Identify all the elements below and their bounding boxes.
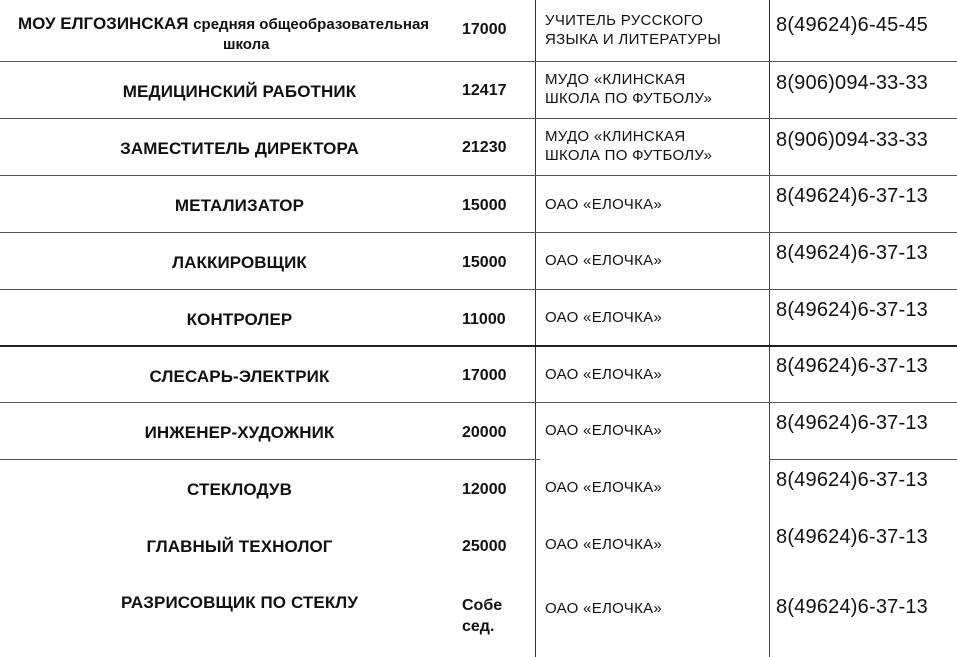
table-row (0, 0, 957, 61)
salary-cell: 12417 (462, 82, 507, 99)
position-cell: ЗАМЕСТИТЕЛЬ ДИРЕКТОРА (120, 139, 359, 158)
employer-cell: ОАО «ЕЛОЧКА» (545, 479, 663, 496)
position-line2: школа (223, 36, 270, 53)
phone-cell: 8(49624)6-37-13 (776, 469, 928, 491)
salary-cell: 15000 (462, 197, 507, 214)
salary-cell: 20000 (462, 424, 507, 441)
table-row (0, 175, 957, 232)
position-cell: МЕДИЦИНСКИЙ РАБОТНИК (122, 82, 357, 101)
position-cell: ГЛАВНЫЙ ТЕХНОЛОГ (146, 537, 333, 556)
employer-cell: УЧИТЕЛЬ РУССКОГО ЯЗЫКА И ЛИТЕРАТУРЫ (545, 12, 722, 48)
position-cell: ИНЖЕНЕР-ХУДОЖНИК (144, 423, 335, 442)
phone-cell: 8(49624)6-37-13 (776, 355, 928, 377)
position-cell: ЛАККИРОВЩИК (172, 253, 307, 272)
salary-line1: Собе (462, 597, 503, 614)
phone-cell: 8(49624)6-45-45 (776, 14, 928, 36)
salary-cell: 17000 (462, 21, 507, 38)
employer-cell: ОАО «ЕЛОЧКА» (545, 309, 663, 326)
table-row (0, 61, 957, 118)
position-cell: СЛЕСАРЬ-ЭЛЕКТРИК (149, 367, 330, 386)
table-row (0, 345, 957, 402)
salary-cell: 11000 (462, 311, 506, 328)
employer-cell: ОАО «ЕЛОЧКА» (545, 600, 663, 617)
phone-cell: 8(49624)6-37-13 (776, 185, 928, 207)
table-row (0, 118, 957, 175)
employer-cell: ОАО «ЕЛОЧКА» (545, 252, 663, 269)
phone-cell: 8(49624)6-37-13 (776, 526, 928, 548)
table-row (0, 289, 957, 345)
phone-cell: 8(906)094-33-33 (776, 129, 928, 151)
table-row (0, 402, 957, 459)
salary-cell: 21230 (462, 139, 507, 156)
phone-cell: 8(906)094-33-33 (776, 72, 928, 94)
position-rest: средняя общеобразовательная (193, 16, 430, 33)
salary-cell: 25000 (462, 538, 507, 555)
position-cell: РАЗРИСОВЩИК ПО СТЕКЛУ (120, 593, 359, 612)
table-row (0, 573, 957, 657)
position-cell: СТЕКЛОДУВ (187, 480, 292, 499)
position-cell: МЕТАЛИЗАТОР (174, 196, 305, 215)
position-cell (18, 14, 458, 55)
salary-cell: 15000 (462, 254, 507, 271)
employer-cell: МУДО «КЛИНСКАЯ ШКОЛА ПО ФУТБОЛУ» (545, 128, 713, 164)
phone-cell: 8(49624)6-37-13 (776, 596, 928, 618)
employer-cell: ОАО «ЕЛОЧКА» (545, 536, 663, 553)
phone-cell: 8(49624)6-37-13 (776, 412, 928, 434)
phone-cell: 8(49624)6-37-13 (776, 299, 928, 321)
employer-cell: ОАО «ЕЛОЧКА» (545, 196, 663, 213)
table-row (0, 459, 957, 516)
table-row (0, 232, 957, 289)
salary-cell: 12000 (462, 481, 507, 498)
salary-cell: 17000 (462, 367, 507, 384)
position-cell: КОНТРОЛЕР (186, 310, 293, 329)
salary-cell (462, 595, 528, 637)
position-main: МОУ ЕЛГОЗИНСКАЯ (18, 14, 189, 33)
salary-line2: сед. (462, 618, 495, 635)
employer-cell: ОАО «ЕЛОЧКА» (545, 422, 663, 439)
phone-cell: 8(49624)6-37-13 (776, 242, 928, 264)
employer-cell: МУДО «КЛИНСКАЯ ШКОЛА ПО ФУТБОЛУ» (545, 71, 713, 107)
table-row (0, 516, 957, 573)
employer-cell: ОАО «ЕЛОЧКА» (545, 366, 663, 383)
